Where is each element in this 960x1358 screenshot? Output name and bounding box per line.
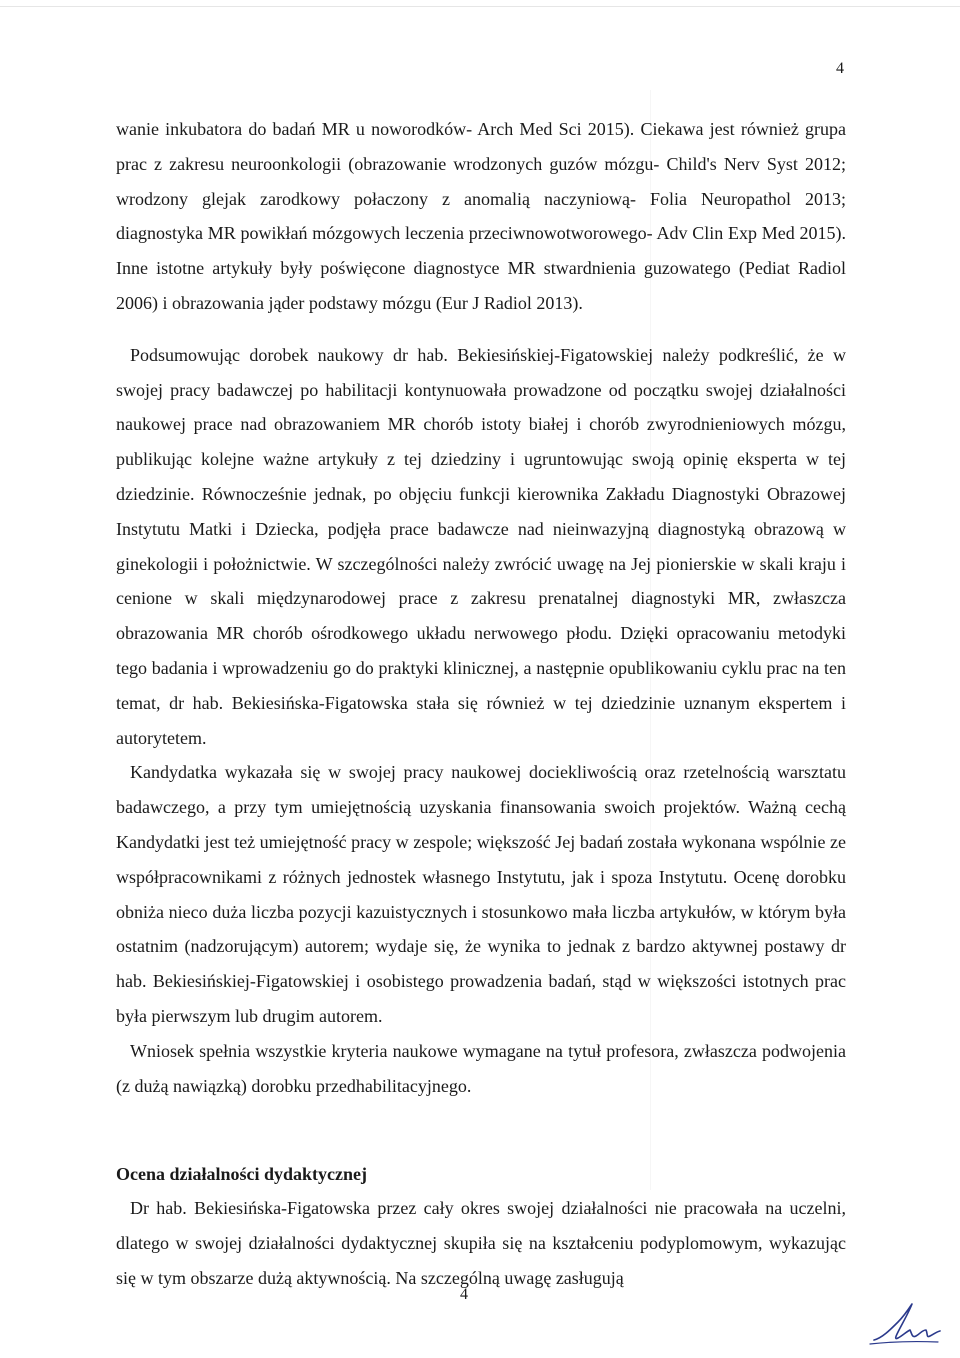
- paragraph-candidate: Kandydatka wykazała się w swojej pracy naukowej dociekliwością oraz rzetelnością warsztatu badawczego, a przy tym umiejętnością uzyskania finansowania swoich projektów. Ważną cechą Kandydatki jest też umiejętność pracy w zespole; większość Jej badań została wykonana wspólnie ze współpracownikami z różnych jednostek własnego Instytutu, jak i spoza Instytutu. Ocenę dorobku obniża nieco duża liczba pozycji kazuistycznych i stosunkowo mała liczba artykułów, w którym była ostatnim (nadzorującym) autorem; wydaje się, że wynika to jednak z bardzo aktywnej postawy dr hab. Bekiesińskiej-Figatowskiej i osobistego prowadzenia badań, stąd w większości istotnych prac była pierwszym lub drugim autorem.: [116, 762, 846, 1026]
- paragraph-conclusion: Wniosek spełnia wszystkie kryteria naukowe wymagane na tytuł profesora, zwłaszcza podwojenia (z dużą nawiązką) dorobku przedhabilitacyjnego.: [116, 1040, 846, 1096]
- paragraph-teaching: Dr hab. Bekiesińska-Figatowska przez cały okres swojej działalności nie pracowała na uczelni, dlatego w swojej działalności dydaktycznej skupiła się na kształceniu podyplomowym, wykazując się w tym obszarze dużą aktywnością. Na szczególną uwagę zasługują: [116, 1198, 846, 1288]
- paragraph-summary: Podsumowując dorobek naukowy dr hab. Bekiesińskiej-Figatowskiej należy podkreślić, że w swojej pracy badawczej po habilitacji kontynuowała prowadzone od początku swojej działalności naukowej prace nad obrazowaniem MR chorób istoty białej i chorób zwyrodnieniowych mózgu, publikując kolejne ważne artykuły z tej dziedziny i ugruntowując swoją opinię eksperta w tej dziedzinie. Równocześnie jednak, po objęciu funkcji kierownika Zakładu Diagnostyki Obrazowej Instytutu Matki i Dziecka, podjęła prace badawcze nad nieinwazyjną diagnostyką obrazową w ginekologii i położnictwie. W szczególności należy zwrócić uwagę na Jej pionierskie w skali kraju i cenione w skali międzynarodowej prace z zakresu prenatalnej diagnostyki MR, zwłaszcza obrazowania MR chorób ośrodkowego układu nerwowego płodu. Dzięki opracowaniu metodyki tego badania i wprowadzeniu go do praktyki klinicznej, a następnie opublikowaniu cyklu prac na ten temat, dr hab. Bekiesińska-Figatowska stała się również w tej dziedzinie uznanym ekspertem i autorytetem.: [116, 344, 846, 748]
- paragraph-publications: wanie inkubatora do badań MR u noworodków- Arch Med Sci 2015). Ciekawa jest również grupa prac z zakresu neuroonkologii (obrazowanie wrodzonych guzów mózgu- Child's Nerv Syst 2012; wrodzony glejak zarodkowy połaczony z anomalią naczyniową- Folia Neuropathol 2013; diagnostyka MR powikłań mózgowych leczenia przeciwnowotworowego- Adv Clin Exp Med 2015). Inne istotne artykuły były poświęcone diagnostyce MR stwardnienia guzowatego (Pediat Radiol 2006) i obrazowania jąder podstawy mózgu (Eur J Radiol 2013).: [116, 119, 846, 313]
- handwritten-signature-icon: [868, 1300, 944, 1348]
- section-heading-teaching: Ocena działalności dydaktycznej: [116, 1164, 367, 1185]
- scan-edge-rule: [0, 6, 960, 7]
- document-body: [116, 112, 846, 1296]
- page-number-bottom: 4: [460, 1286, 468, 1303]
- page-number-top: 4: [836, 60, 844, 77]
